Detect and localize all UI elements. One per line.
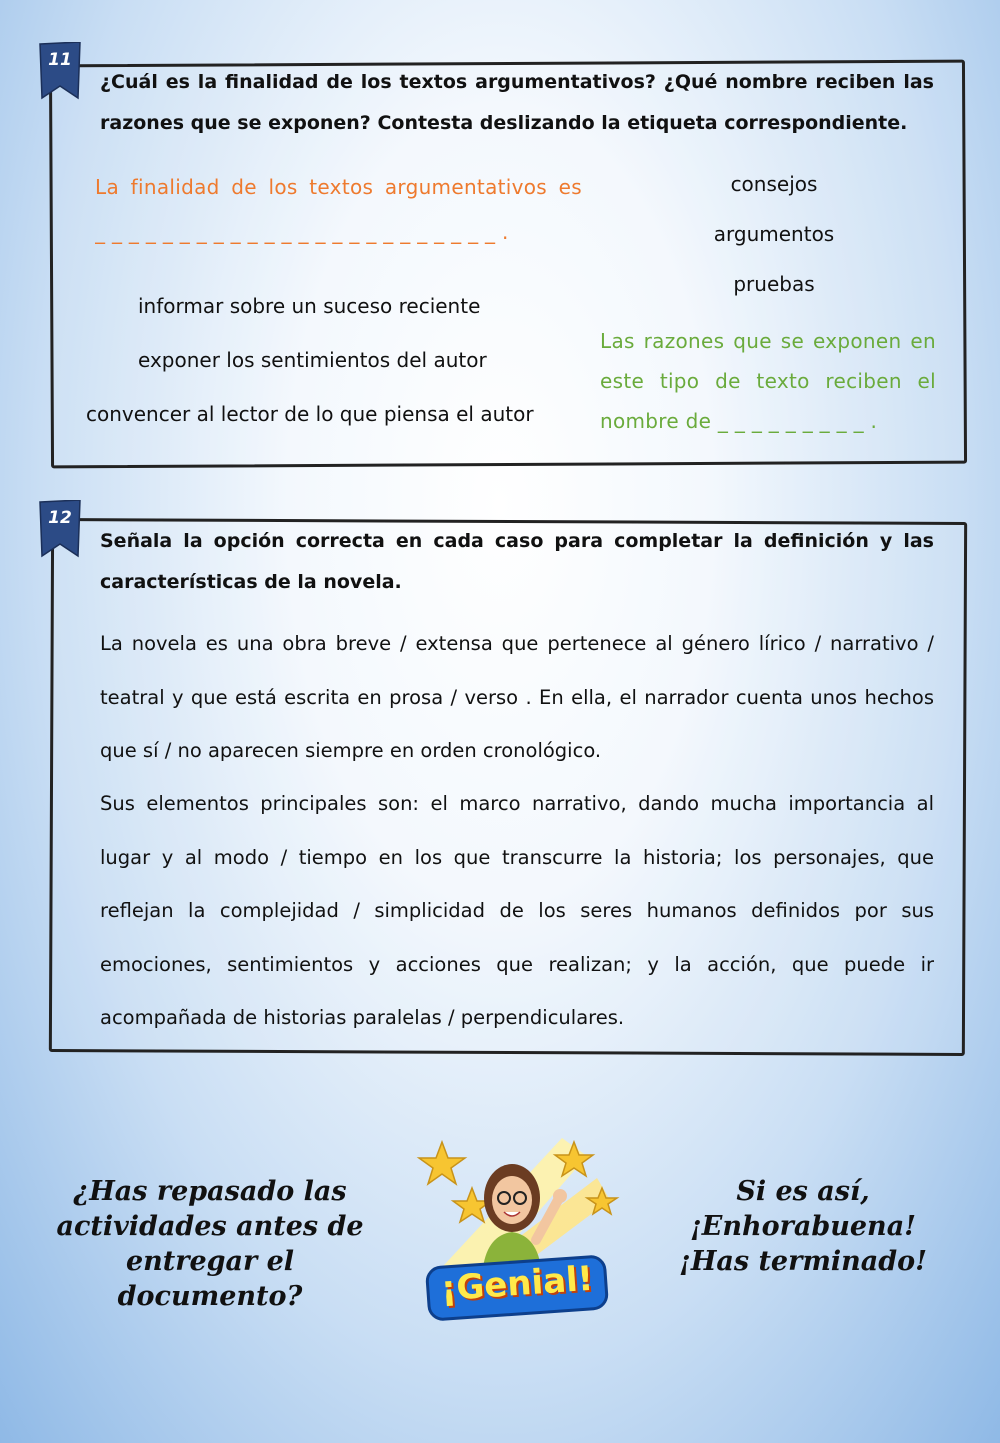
razones-drop-blank[interactable]: _ _ _ _ _ _ _ _ _ . xyxy=(717,409,878,433)
label-option-convencer[interactable]: convencer al lector de lo que piensa el autor xyxy=(86,402,534,426)
question-11-title: ¿Cuál es la finalidad de los textos argumentativos? ¿Qué nombre reciben las razones que se exponen? Contesta deslizando la etiqueta correspondiente. xyxy=(100,71,934,134)
finalidad-sentence: La finalidad de los textos argumentativos es xyxy=(95,175,582,199)
congrats-line-3: ¡Has terminado! xyxy=(678,1246,928,1277)
question-number: 12 xyxy=(48,508,72,528)
label-option-argumentos[interactable]: argumentos xyxy=(713,222,835,246)
congrats-line-2: ¡Enhorabuena! xyxy=(689,1211,917,1242)
label-option-informar[interactable]: informar sobre un suceso reciente xyxy=(138,294,481,318)
finalidad-drop-blank[interactable]: _ _ _ _ _ _ _ _ _ _ _ _ _ _ _ _ _ _ _ _ _ _ _ _ . xyxy=(95,220,509,244)
novela-definition-paragraph[interactable]: La novela es una obra breve / extensa que pertenece al género lírico / narrativo / teatral y que está escrita en prosa / verso . En ella, el narrador cuenta unos hechos que sí / no aparecen siempre en orden cronológico. xyxy=(100,632,934,762)
question-12-title: Señala la opción correcta en cada caso para completar la definición y las características de la novela. xyxy=(100,530,934,593)
question-number-badge xyxy=(38,42,82,100)
congrats-line-1: Si es así, xyxy=(736,1176,870,1207)
razones-sentence-text: Las razones que se exponen en este tipo de texto reciben el nombre de xyxy=(600,329,936,433)
genial-avatar-badge xyxy=(412,1128,622,1323)
congrats-message xyxy=(668,1174,938,1279)
label-option-exponer[interactable]: exponer los sentimientos del autor xyxy=(138,348,487,372)
review-reminder: ¿Has repasado las actividades antes de entregar el documento? xyxy=(56,1176,364,1312)
novela-elements-paragraph[interactable]: Sus elementos principales son: el marco narrativo, dando mucha importancia al lugar y al modo / tiempo en los que transcurre la historia; los personajes, que reflejan la complejidad / simplicidad de los seres humanos definidos por sus emociones, sentimientos y acciones que realizan; y la acción, que puede ir acompañada de historias paralelas / perpendiculares. xyxy=(100,792,934,1029)
question-number: 11 xyxy=(48,50,72,70)
label-option-consejos[interactable]: consejos xyxy=(730,172,818,196)
label-option-pruebas[interactable]: pruebas xyxy=(733,272,815,296)
question-number-badge xyxy=(38,500,82,558)
razones-sentence xyxy=(600,321,936,441)
genial-badge-text: ¡Genial! xyxy=(439,1258,595,1310)
